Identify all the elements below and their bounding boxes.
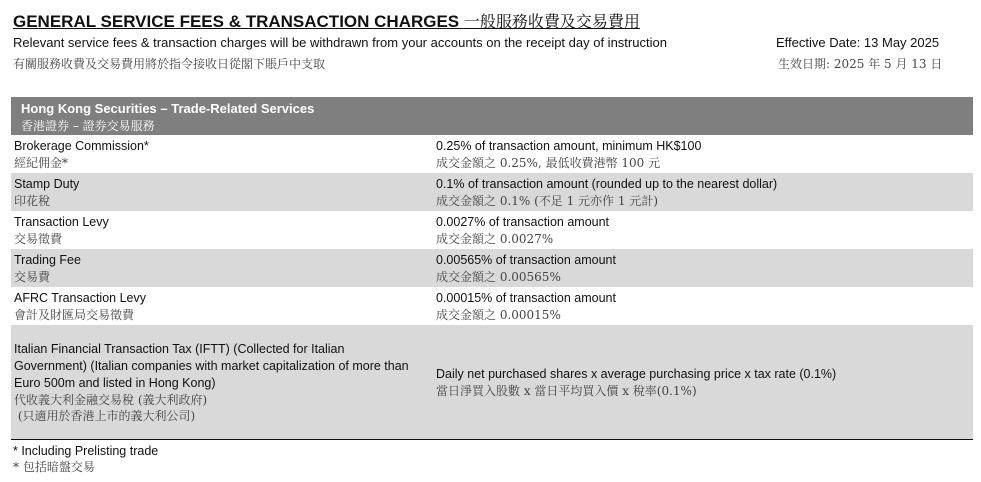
fee-name-zh: 會計及財匯局交易徵費 xyxy=(14,308,135,322)
fee-value-cell xyxy=(436,211,973,249)
fee-name-en: Trading Fee xyxy=(14,253,81,267)
fee-table xyxy=(11,97,973,440)
table-row xyxy=(11,249,973,287)
fee-name-en: Transaction Levy xyxy=(14,215,109,229)
section-title-en: Hong Kong Securities – Trade-Related Services xyxy=(21,101,315,116)
fee-name-cell xyxy=(11,341,436,424)
fee-value-zh: 成交金額之 0.00565% xyxy=(436,270,561,284)
fee-value-cell xyxy=(436,135,973,173)
fee-value-zh: 當日淨買入股數 x 當日平均買入價 x 稅率(0.1%) xyxy=(436,383,697,398)
table-row xyxy=(11,211,973,249)
fee-value-cell xyxy=(436,287,973,325)
subtitle-zh: 有關服務收費及交易費用將於指令接收日從閣下賬戶中支取 xyxy=(13,57,326,71)
fee-name-cell xyxy=(11,287,436,325)
fee-name-zh: 經紀佣金* xyxy=(14,156,69,170)
page-title xyxy=(13,9,640,32)
footnotes xyxy=(13,443,158,475)
fee-value-zh: 成交金額之 0.1% (不足 1 元亦作 1 元計) xyxy=(436,194,659,208)
fee-name-zh: 交易費 xyxy=(14,270,51,284)
fee-value-cell xyxy=(436,366,973,399)
fee-value-cell xyxy=(436,249,973,287)
table-row xyxy=(11,135,973,173)
fee-name-zh: 交易徵費 xyxy=(14,232,63,246)
footnote-zh: * 包括暗盤交易 xyxy=(13,460,95,474)
table-row xyxy=(11,325,973,440)
fee-name-en: Stamp Duty xyxy=(14,177,80,191)
fee-value-en: 0.00015% of transaction amount xyxy=(436,291,616,305)
fee-value-zh: 成交金額之 0.25%, 最低收費港幣 100 元 xyxy=(436,156,661,170)
fee-value-cell xyxy=(436,173,973,211)
table-row xyxy=(11,173,973,211)
section-header xyxy=(11,97,973,135)
fee-value-en: 0.25% of transaction amount, minimum HK$100 xyxy=(436,139,702,153)
fee-name-zh-note: (只適用於香港上市的義大利公司) xyxy=(14,408,196,423)
fee-name-cell xyxy=(11,173,436,211)
fee-name-zh: 印花稅 xyxy=(14,194,51,208)
section-title-zh: 香港證券 – 證券交易服務 xyxy=(21,119,155,133)
page-title-zh: 一般服務收費及交易費用 xyxy=(463,12,640,31)
table-row xyxy=(11,287,973,325)
fee-value-en: 0.0027% of transaction amount xyxy=(436,215,610,229)
effective-date-zh: 生效日期: 2025 年 5 月 13 日 xyxy=(778,57,943,71)
fee-name-cell xyxy=(11,135,436,173)
footnote-en: * Including Prelisting trade xyxy=(13,444,159,458)
fee-value-en: 0.00565% of transaction amount xyxy=(436,253,616,267)
fee-name-cell xyxy=(11,211,436,249)
fee-name-en: Brokerage Commission* xyxy=(14,139,149,153)
page-title-en: GENERAL SERVICE FEES & TRANSACTION CHARGES xyxy=(13,12,460,31)
fee-value-zh: 成交金額之 0.0027% xyxy=(436,232,554,246)
effective-date-en: Effective Date: 13 May 2025 xyxy=(776,35,940,50)
fee-name-en: Italian Financial Transaction Tax (IFTT) (Collected for Italian Government) (Italian companies with market capitalization of more than Euro 500m and listed in Hong Kong) xyxy=(14,341,409,390)
fee-value-zh: 成交金額之 0.00015% xyxy=(436,308,561,322)
fee-name-cell xyxy=(11,249,436,287)
subtitle-en: Relevant service fees & transaction charges will be withdrawn from your accounts on the receipt day of instruction xyxy=(13,35,667,50)
fee-name-en: AFRC Transaction Levy xyxy=(14,291,146,305)
fee-value-en: Daily net purchased shares x average purchasing price x tax rate (0.1%) xyxy=(436,366,837,381)
fee-name-zh: 代收義大利金融交易稅 (義大利政府) xyxy=(14,392,208,407)
fee-value-en: 0.1% of transaction amount (rounded up to the nearest dollar) xyxy=(436,177,778,191)
